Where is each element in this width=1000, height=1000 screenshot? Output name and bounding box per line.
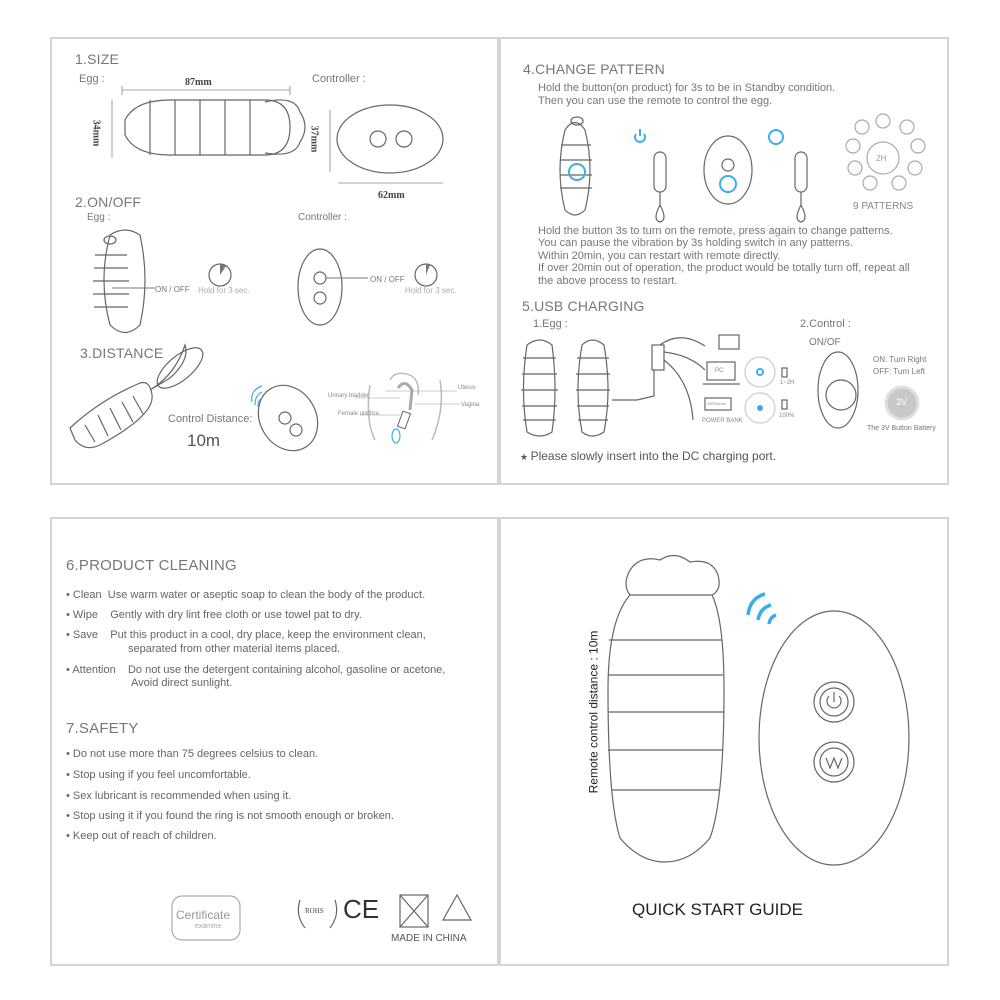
safety-item-text: Sex lubricant is recommended when using it. [72,790,292,802]
egg-onoff-label: ON / OFF [155,285,190,294]
controller-height: 37mm [308,125,320,153]
onoff-heading: 2.ON/OFF [75,194,142,210]
anatomy-label: Vagina [461,402,480,408]
change-pattern-heading: 4.CHANGE PATTERN [523,61,665,77]
cleaning-item-label: Clean [72,589,102,601]
safety-heading: 7.SAFETY [66,720,139,737]
egg-onoff-illustration [93,230,231,333]
intro-line: Then you can use the remote to control the egg. [538,95,773,107]
cleaning-heading: 6.PRODUCT CLEANING [66,557,237,574]
cleaning-item-text: separated from other material items placed. [128,643,341,655]
egg-length: 87mm [185,77,212,88]
battery-time: 2H [876,154,887,163]
cleaning-item-label: Attention [72,664,116,676]
charge-full: 100% [779,413,795,419]
egg-hold-label: Hold for 3 sec. [198,286,250,295]
onoff-controller-label: Controller : [298,212,347,223]
cleaning-item: • Attention Do not use the detergent containing alcohol, gasoline or acetone, [66,664,446,676]
cleaning-item-text: Avoid direct sunlight. [131,677,233,689]
cleaning-item-text: Do not use the detergent containing alcohol, gasoline or acetone, [127,664,446,676]
intro-line: Hold the button(on product) for 3s to be in Standby condition. [538,82,836,94]
power-bank-label: POWER BANK [702,418,743,424]
pattern-body-line: You can pause the vibration by 3s holding switch in any patterns. [538,237,854,249]
charging-note [520,450,776,462]
safety-item-text: Stop using if you feel uncomfortable. [72,769,251,781]
usb-egg-label: 1.Egg : [533,318,568,330]
cleaning-item: • Clean Use warm water or aseptic soap to clean the body of the product. [66,589,426,601]
cleaning-item-text: Use warm water or aseptic soap to clean the body of the product. [107,589,426,601]
battery-caption: The 3V Button Battery [867,425,936,432]
control-distance-label: Control Distance: [168,413,253,425]
cleaning-item-label: Wipe [72,609,98,621]
usb-charging-heading: 5.USB CHARGING [522,298,645,314]
quick-start-title: QUICK START GUIDE [632,900,803,919]
charging-note-text: Please slowly insert into the DC charging port. [530,449,777,463]
power-bank-capacity: 10000mAh [707,401,727,406]
egg-width: 34mm [90,119,102,147]
patterns-label: 9 PATTERNS [853,201,914,212]
made-in-china: MADE IN CHINA [391,933,467,944]
usb-control-label: 2.Control : [800,318,851,330]
safety-item: • Keep out of reach of children. [66,830,217,842]
remote-distance-illustration [247,375,329,462]
cleaning-item: • Wipe Gently with dry lint free cloth or use towel pat to dry. [66,609,362,621]
pc-label: PC [715,368,724,374]
safety-item-text: Keep out of reach of children. [72,830,217,842]
safety-item: • Do not use more than 75 degrees celsius to clean. [66,748,319,760]
anatomy-label: Uterus [458,385,476,391]
examine-label: examine [195,923,222,930]
pattern-body-line: If over 20min out of operation, the product would be totally turn off, repeat all [538,262,910,274]
anatomy-illustration [355,373,460,443]
certificate-label: Certificate [176,908,231,922]
distance-heading: 3.DISTANCE [80,345,164,361]
size-egg-label: Egg : [79,73,105,85]
onoff-egg-label: Egg : [87,212,111,223]
control-distance-value: 10m [187,431,221,450]
charge-time: 1~2H [780,380,795,386]
remote-distance-label: Remote control distance : 10m [586,630,601,794]
safety-item: • Stop using it if you found the ring is not smooth enough or broken. [66,810,394,822]
battery-voltage: 3V [896,397,908,407]
ctrl-onoff-label: ON / OFF [370,275,405,284]
safety-item-text: Stop using it if you found the ring is not smooth enough or broken. [72,810,394,822]
off-text: OFF: Turn Left [873,367,926,376]
cover-remote-illustration [748,594,909,865]
cleaning-item-label: Save [72,629,98,641]
star-icon: ★ [520,452,531,462]
pattern-body-line: Within 20min, you can restart with remote directly. [538,250,781,262]
on-text: ON: Turn Right [873,355,927,364]
pattern-body-line: Hold the button 3s to turn on the remote, press again to change patterns. [538,225,893,237]
safety-item: • Sex lubricant is recommended when using it. [66,790,292,802]
cleaning-item: • Save Put this product in a cool, dry place, keep the environment clean, [66,629,426,641]
onof-label: ON/OF [809,337,841,348]
ctrl-hold-label: Hold for 3 sec. [405,286,457,295]
size-heading: 1.SIZE [75,51,119,67]
anatomy-label: Urinary bladder [328,393,370,399]
cleaning-item-text: Put this product in a cool, dry place, keep the environment clean, [110,629,426,641]
controller-width: 62mm [378,190,405,201]
rohs-logo: ROHS [305,907,324,915]
cover-egg-illustration [608,555,724,862]
safety-item-text: Do not use more than 75 degrees celsius to clean. [72,748,319,760]
egg-size-illustration [112,86,305,158]
size-controller-label: Controller : [312,73,366,85]
pattern-body-line: the above process to restart. [538,275,678,287]
ce-mark: CE [343,894,380,924]
safety-item: • Stop using if you feel uncomfortable. [66,769,251,781]
controller-size-illustration [330,105,443,183]
anatomy-label: Female urethra [338,411,379,417]
cleaning-item-text: Gently with dry lint free cloth or use towel pat to dry. [110,609,362,621]
